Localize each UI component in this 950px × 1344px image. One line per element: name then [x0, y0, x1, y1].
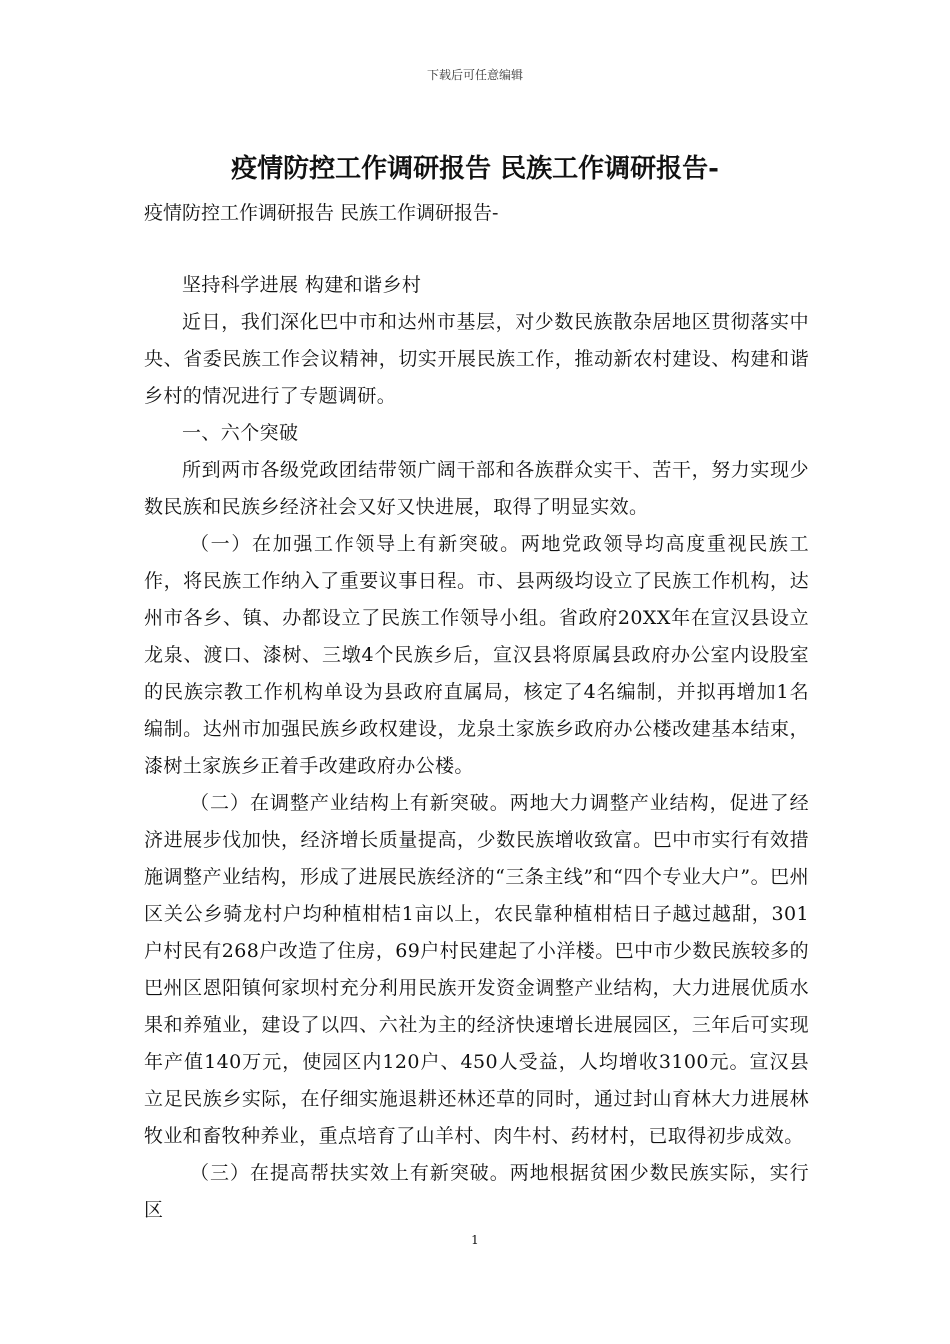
header-note: 下载后可任意编辑: [426, 68, 523, 82]
section-heading: 一、六个突破: [182, 422, 299, 444]
paragraph: 近日，我们深化巴中市和达州市基层，对少数民族散杂居地区贯彻落实中央、省委民族工作会议精神，切实开展民族工作，推动新农村建设、构建和谐乡村的情况进行了专题调研。: [144, 311, 809, 407]
paragraph: （三）在提高帮扶实效上有新突破。两地根据贫困少数民族实际，实行区: [144, 1162, 809, 1221]
paragraph: （二）在调整产业结构上有新突破。两地大力调整产业结构，促进了经济进展步伐加快，经济增长质量提高，少数民族增收致富。巴中市实行有效措施调整产业结构，形成了进展民族经济的“三条主线”和“四个专业大户”。巴州区关公乡骑龙村户均种植柑桔1亩以上，农民靠种植柑桔日子越过越甜，301户村民有268户改造了住房，69户村民建起了小洋楼。巴中市少数民族较多的巴州区恩阳镇何家坝村充分利用民族开发资金调整产业结构，大力进展优质水果和养殖业，建设了以四、六社为主的经济快速增长进展园区，三年后可实现年产值140万元，使园区内120户、450人受益，人均增收3100元。宣汉县立足民族乡实际，在仔细实施退耕还林还草的同时，通过封山育林大力进展林牧业和畜牧种养业，重点培育了山羊村、肉牛村、药材村，已取得初步成效。: [144, 792, 809, 1147]
document-subtitle: 疫情防控工作调研报告 民族工作调研报告-: [144, 202, 499, 224]
paragraph: （一）在加强工作领导上有新突破。两地党政领导均高度重视民族工作，将民族工作纳入了重要议事日程。市、县两级均设立了民族工作机构，达州市各乡、镇、办都设立了民族工作领导小组。省政府20XX年在宣汉县设立龙泉、渡口、漆树、三墩4个民族乡后，宣汉县将原属县政府办公室内设股室的民族宗教工作机构单设为县政府直属局，核定了4名编制，并拟再增加1名编制。达州市加强民族乡政权建设，龙泉土家族乡政府办公楼改建基本结束，漆树土家族乡正着手改建政府办公楼。: [144, 533, 809, 777]
document-title: 疫情防控工作调研报告 民族工作调研报告-: [231, 154, 719, 184]
page-number: 1: [471, 1233, 479, 1247]
document-body: [144, 267, 809, 1229]
paragraph: 所到两市各级党政团结带领广阔干部和各族群众实干、苦干，努力实现少数民族和民族乡经济社会又好又快进展，取得了明显实效。: [144, 459, 809, 518]
paragraph-heading: 坚持科学进展 构建和谐乡村: [182, 274, 422, 296]
